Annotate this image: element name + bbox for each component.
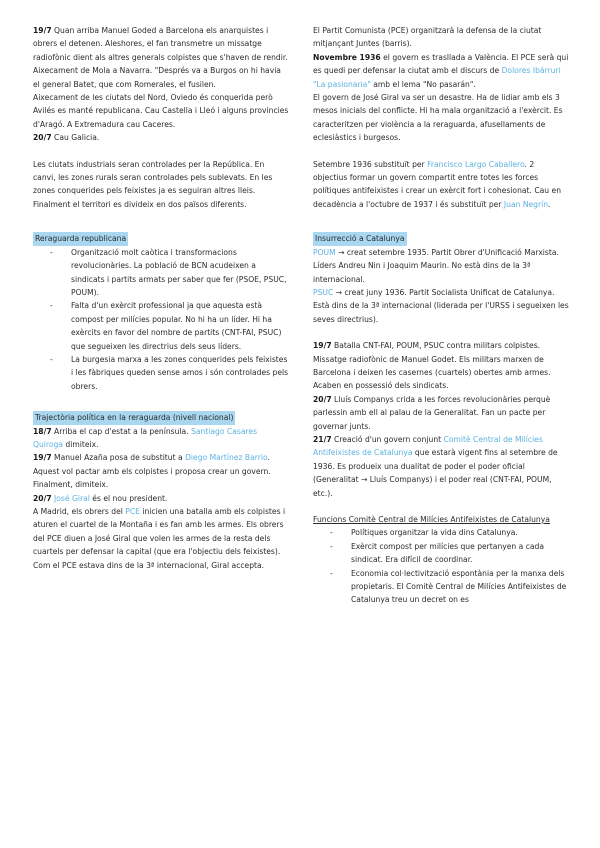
date-21-7: 21/7 xyxy=(313,434,332,444)
right-column xyxy=(313,24,569,607)
paragraph-pce-defensa: El Partit Comunista (PCE) organitzarà la defensa de la ciutat mitjançant Juntes (barris). xyxy=(313,26,542,49)
date-novembre-1936: Novembre 1936 xyxy=(313,52,381,62)
text: que estarà vigent fins al setembre de 1936. Es produeix una dualitat de poder el poder oficial (Generalitat → Lluís Companys) i el poder real (CNT-FAI, POUM, etc.). xyxy=(313,448,558,498)
text: és el nou president. xyxy=(89,493,168,503)
text: dimiteix. xyxy=(62,439,99,449)
list-item: - La burgesia marxa a les zones conquerides pels feixistes i les fàbriques queden sense amos i són controlades pels obrers. xyxy=(33,353,289,393)
paragraph-madrid xyxy=(33,505,289,572)
text: → creat juny 1936. Partit Socialista Unificat de Catalunya. Està dins de la 3ª internacional (liderada per l'URSS i segueixen les seves directrius). xyxy=(313,287,569,324)
date-19-7: 19/7 xyxy=(313,341,332,351)
text: A Madrid, els obrers del xyxy=(33,507,126,516)
list-item: - Exèrcit compost per milícies que pertanyen a cada sindicat. Era difícil de coordinar. xyxy=(313,540,569,567)
text: Creació d'un govern conjunt xyxy=(331,434,444,444)
paragraph-18-7 xyxy=(33,425,289,452)
paragraph-21-7-comite xyxy=(313,433,569,500)
highlight-pce: PCE xyxy=(125,507,140,516)
list-item: - Falta d'un exèrcit professional ja que aquesta està compost per milícies popular. No hi ha un líder. Hi ha exèrcits en favor del nombre de partits (CNT-FAI, PSUC) que segueixen les directrius dels seus líders. xyxy=(33,299,289,353)
highlight-juan-negrin: Juan Negrín xyxy=(503,199,549,209)
section-heading-trajectoria: Trajectòria política en la reraguarda (nivell nacional) xyxy=(33,411,235,424)
date-19-7: 19/7 xyxy=(33,453,52,463)
highlight-poum: POUM xyxy=(313,247,336,257)
paragraph-poum xyxy=(313,246,569,286)
text: → creat setembre 1935. Partit Obrer d'Unificació Marxista. Líders Andreu Nin i Joaquim Maurin. No està dins de la 3ª internacional. xyxy=(313,247,559,284)
text: Batalla CNT-FAI, POUM, PSUC contra militars colpistes. Missatge radiofònic de Manuel Godet. Els militars marxen de Barcelona i deixen les casernes (cuartels) obertes amb armes. Acaben en possessió dels sindicats. xyxy=(313,341,551,391)
date-20-7: 20/7 xyxy=(313,394,332,404)
highlight-martinez-barrio: Diego Martínez Barrio xyxy=(185,453,268,463)
paragraph-psuc xyxy=(313,286,569,326)
paragraph-giral-desastre: El govern de José Giral va ser un desastre. Ha de lidiar amb els 3 mesos inicials del conflicte. Hi ha mala organització a l'exèrcit. Es caracteritzen per violència a la reraguarda, afusellaments de eclesiàstics i burgesos. xyxy=(313,93,563,143)
date-20-7: 20/7 xyxy=(33,493,52,503)
highlight-psuc: PSUC xyxy=(313,287,334,297)
section-heading-funcions: Funcions Comitè Central de Milícies Antifeixistes de Catalunya xyxy=(313,515,550,524)
section-heading-reraguarda: Reraguarda republicana xyxy=(33,232,128,245)
section-heading-insurreccio: Insurrecció a Catalunya xyxy=(313,232,407,245)
paragraph-20-7-companys xyxy=(313,393,569,433)
text: . xyxy=(548,199,551,209)
paragraph-19-7-batalla xyxy=(313,339,569,393)
text: amb el lema "No pasarán". xyxy=(370,79,476,89)
date-20-7: 20/7 xyxy=(33,133,52,143)
text: Quan arriba Manuel Goded a Barcelona els anarquistes i obrers el detenen. Aleshores, el fan transmetre un missatge radiofònic dient als altres generals colpistes que s'haven de rendir. xyxy=(33,26,288,62)
list-item: - Economia col·lectivització espontània per la manxa dels propietaris. El Comitè Central de Milícies Antifeixistes de Catalunya treu un decret on es xyxy=(313,567,569,607)
text: Manuel Azaña posa de substitut a xyxy=(51,453,186,463)
text: . 2 objectius formar un govern compartit entre totes les forces polítiques antifeixistes i crear un exèrcit fort i cohesionat. Cau en decadència a l'octubre de 1937 i és substituït per xyxy=(313,159,562,209)
highlight-casares-quiroga: Santiago Casares Quiroga xyxy=(33,426,258,449)
text: Cau Galicia. xyxy=(51,133,100,143)
paragraph-goded xyxy=(33,24,289,64)
text: Lluís Companys crida a les forces revolucionàries perquè parlessin amb ell al palau de la Generalitat. Fan un pacte per governar junts. xyxy=(313,394,551,431)
paragraph-nord: Aixecament de les ciutats del Nord, Oviedo és conquerida però Avilés es manté republicana. Cau Castella i Lleó i alguns provincies d'Aragó. A Extremadura cau Caceres. xyxy=(33,93,289,129)
highlight-comite-central: Comitè Central de Milícies Antifeixistes de Catalunya xyxy=(313,434,543,458)
text: el govern es trasllada a València. El PCE serà qui es quedi per defensar la ciutat amb el discurs de xyxy=(313,52,569,76)
text: Arriba el cap d'estat a la península. xyxy=(51,426,191,436)
left-column xyxy=(33,24,289,572)
paragraph-20-7 xyxy=(33,492,289,505)
text: . Aquest vol pactar amb els colpistes i proposa crear un govern. Finalment, dimiteix. xyxy=(33,453,271,490)
paragraph-novembre xyxy=(313,51,569,91)
reraguarda-list xyxy=(33,246,289,393)
date-19-7: 19/7 xyxy=(33,26,52,35)
funcions-list xyxy=(313,526,569,606)
paragraph-galicia xyxy=(33,131,289,144)
highlight-largo-caballero: Francisco Largo Caballero xyxy=(427,159,525,169)
paragraph-ciutats: Les ciutats industrials seran controlades per la República. En canvi, les zones rurals seran controlades pels sublevats. En les zones conquerides pels feixistes ja es seguiran altres lleis. Finalment el territori es divideix en dos països diferents. xyxy=(33,159,273,209)
list-item: - Organització molt caòtica i transformacions revolucionàries. La població de BCN acudeixen a sindicats i partits armats per saber que fer (PSOE, PSUC, POUM). xyxy=(33,246,289,300)
highlight-pasionaria: Dolores Ibárruri "La pasionaria" xyxy=(313,66,561,89)
paragraph-setembre xyxy=(313,158,569,212)
paragraph-mola: Aixecament de Mola a Navarra. "Després va a Burgos on hi havia el general Batet, que com Romerales, el fusilen. xyxy=(33,66,281,89)
text: Setembre 1936 substituït per xyxy=(313,159,428,169)
text: inicien una batalla amb els colpistes i aturen el cuartel de la Montaña i es fan amb les armes. Els obrers del PCE diuen a José Giral que volen les armes de la resta dels cuartels per defensar la capital (que era l'objectiu dels feixistes). Com el PCE estava dins de la 3ª internacional, Giral accepta. xyxy=(33,507,286,570)
date-18-7: 18/7 xyxy=(33,426,52,436)
list-item: - Polítiques organitzar la vida dins Catalunya. xyxy=(313,526,569,539)
highlight-jose-giral: José Giral xyxy=(54,493,90,503)
paragraph-19-7 xyxy=(33,451,289,491)
